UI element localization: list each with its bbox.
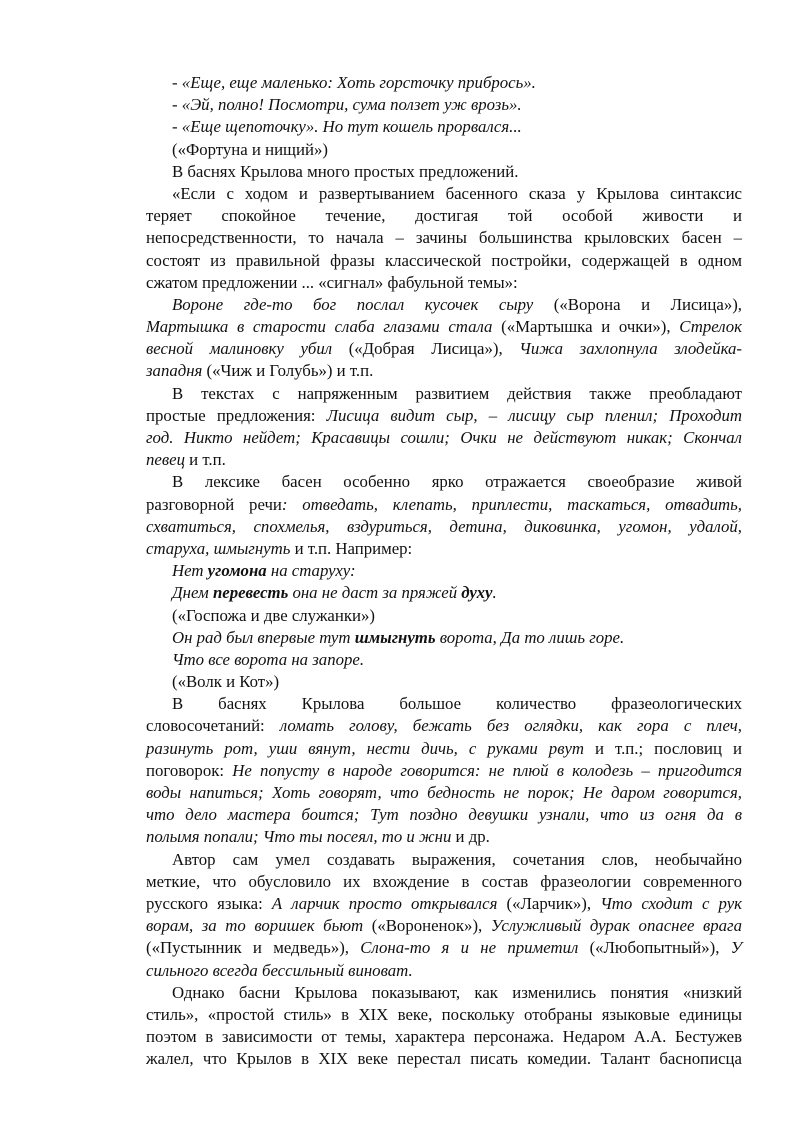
text-line: [146, 227, 742, 249]
text-run: («Добрая Лисица»),: [332, 339, 520, 359]
text-run: Автор сам умел создавать выражения, сочетания слов, необычайно: [172, 849, 742, 869]
text-line: [146, 116, 742, 138]
text-run: («Мартышка и очки»),: [492, 317, 680, 337]
document-page: [146, 72, 742, 1070]
text-run: -: [172, 73, 182, 92]
italic-text: ломать голову, бежать без оглядки, как гора с плеч,: [279, 716, 742, 736]
text-run: поговорок:: [146, 760, 233, 780]
text-line: [146, 871, 742, 893]
italic-text: [461, 583, 492, 602]
italic-text: Лисица видит сыр, – лисицу сыр пленил; Проходит: [326, 405, 742, 425]
text-run: -: [172, 117, 182, 137]
text-line: [146, 516, 742, 538]
text-run: Однако басни Крылова показывают, как изменились понятия «низкий: [172, 982, 742, 1002]
italic-text: Нет: [172, 561, 208, 581]
italic-text: старуха, шмыгнуть: [146, 538, 291, 558]
text-run: состоят из правильной фразы классической постройки, содержащей в одном: [146, 250, 742, 270]
italic-text: год. Никто нейдет; Красавицы сошли; Очки не действуют никак; Скончал: [146, 428, 742, 447]
text-line: [146, 960, 742, 982]
text-run: -: [172, 95, 182, 115]
text-line: [146, 427, 742, 449]
bold-italic-text: шмыгнуть: [354, 627, 436, 647]
italic-text: весной малиновку убил: [146, 339, 333, 359]
text-line: [146, 782, 742, 804]
text-run: меткие, что обусловило их вхождение в состав фразеологии современного: [146, 871, 742, 891]
text-run: («Ворона и Лисица»),: [533, 294, 742, 314]
text-line: [146, 72, 742, 94]
text-line: [146, 139, 742, 161]
text-run: («Вороненок»),: [363, 916, 491, 936]
text-line: [146, 538, 742, 560]
text-run: стиль», «простой стиль» в XIX веке, поскольку отобраны языковые единицы: [146, 1004, 742, 1024]
text-run: русского языка:: [146, 893, 272, 913]
text-line: [146, 826, 742, 848]
text-run: поэтом в зависимости от темы, характера персонажа. Недаром А.А. Бестужев: [146, 1027, 742, 1047]
text-run: жалел, что Крылов в XIX веке перестал писать комедии. Талант баснописца: [146, 1049, 742, 1069]
bold-italic-text: угомона: [207, 561, 267, 581]
italic-text: певец: [146, 450, 185, 470]
italic-text: А ларчик просто открывался: [271, 893, 498, 913]
text-line: [146, 649, 742, 671]
italic-text: полымя попали; Что ты посеял, то и жни: [146, 827, 452, 847]
text-run: теряет спокойное течение, достигая той особой живости и: [146, 206, 742, 226]
text-run: В лексике басен особенно ярко отражается своеобразие живой: [172, 472, 742, 492]
text-line: [146, 383, 742, 405]
text-run: («Волк и Кот»): [172, 672, 280, 692]
italic-text: У: [730, 938, 742, 958]
text-line: [146, 605, 742, 627]
text-run: и т.п.: [184, 450, 226, 470]
italic-text: ворам, за то воришек бьют: [146, 916, 364, 936]
text-run: («Ларчик»),: [497, 893, 601, 913]
text-line: [146, 250, 742, 272]
text-line: [146, 804, 742, 826]
italic-text: Что сходит с рук: [600, 893, 742, 913]
text-line: [146, 494, 742, 516]
italic-text: западня: [146, 361, 203, 381]
italic-text: сильного всегда бессильный виноват.: [146, 960, 413, 980]
text-line: [146, 294, 742, 316]
text-run: словосочетаний:: [146, 716, 280, 736]
text-run: и т.п. Например:: [290, 538, 413, 558]
text-line: [146, 693, 742, 715]
italic-text: Вороне где-то бог послал кусочек сыру: [172, 294, 534, 314]
text-line: [146, 582, 742, 604]
italic-text: разинуть рот, уши вянут, нести дичь, с руками рвут: [146, 738, 585, 758]
text-line: [146, 738, 742, 760]
text-line: [146, 94, 742, 116]
text-run: разговорной речи: [146, 494, 282, 514]
text-line: [146, 471, 742, 493]
text-run: («Пустынник и медведь»),: [146, 938, 361, 958]
text-line: [146, 405, 742, 427]
text-run: простые предложения:: [146, 405, 327, 425]
text-line: [146, 915, 742, 937]
text-line: [146, 1048, 742, 1070]
bold-italic-text: духу: [461, 583, 493, 603]
text-run: В баснях Крылова большое количество фразеологических: [172, 694, 742, 714]
italic-text: [355, 628, 436, 647]
italic-text: Что все ворота на запоре.: [172, 649, 365, 669]
text-line: [146, 893, 742, 915]
text-run: и т.п.; пословиц и: [584, 738, 742, 758]
text-line: [146, 627, 742, 649]
text-line: [146, 205, 742, 227]
text-run: («Госпожа и две служанки»): [172, 605, 375, 625]
text-run: («Чиж и Голубь») и т.п.: [202, 361, 374, 381]
italic-text: что дело мастера боится; Тут поздно девушки узнали, что из огня да в: [146, 805, 742, 825]
italic-text: Услужливый дурак опаснее врага: [490, 916, 742, 936]
italic-text: Он рад был впервые тут: [172, 627, 355, 647]
text-line: [146, 671, 742, 693]
text-line: [146, 272, 742, 294]
italic-text: Не попусту в народе говорится: не плюй в колодезь – пригодится: [232, 760, 743, 780]
text-run: и др.: [451, 827, 490, 847]
italic-text: [213, 583, 288, 602]
italic-text: Слона-то я и не приметил: [360, 938, 579, 958]
text-line: [146, 1004, 742, 1026]
text-run: сжатом предложении ... «сигнал» фабульной темы»:: [146, 272, 518, 292]
italic-text: Мартышка в старости слаба глазами стала: [146, 317, 493, 337]
text-line: [146, 1026, 742, 1048]
italic-text: Днем: [172, 583, 213, 603]
italic-text: «Эй, полно! Посмотри, сума ползет уж врозь».: [181, 95, 522, 115]
text-line: [146, 161, 742, 183]
italic-text: [208, 561, 267, 580]
text-line: [146, 937, 742, 959]
bold-italic-text: перевесть: [212, 583, 289, 603]
italic-text: «Еще щепоточку». Но тут кошель прорвался...: [181, 117, 522, 137]
italic-text: Чижа захлопнула злодейка-: [519, 339, 742, 359]
text-line: [146, 760, 742, 782]
text-line: [146, 560, 742, 582]
text-run: («Фортуна и нищий»): [172, 139, 328, 159]
text-line: [146, 183, 742, 205]
text-run: В текстах с напряженным развитием действия также преобладают: [172, 383, 742, 403]
text-run: («Любопытный»),: [578, 938, 731, 958]
text-line: [146, 715, 742, 737]
text-line: [146, 849, 742, 871]
text-run: В баснях Крылова много простых предложений.: [172, 161, 519, 181]
italic-text: .: [492, 583, 497, 603]
text-line: [146, 360, 742, 382]
italic-text: «Еще, еще маленько: Хоть горсточку прибрось».: [181, 73, 536, 92]
text-line: [146, 316, 742, 338]
text-line: [146, 449, 742, 471]
text-line: [146, 982, 742, 1004]
italic-text: на старуху:: [266, 561, 356, 581]
italic-text: она не даст за пряжей: [288, 583, 462, 603]
italic-text: : отведать, клепать, приплести, таскаться, отвадить,: [281, 494, 742, 514]
italic-text: схватиться, спохмелья, вздуриться, детина, диковинка, угомон, удалой,: [146, 516, 742, 536]
italic-text: Стрелок: [679, 317, 742, 337]
text-run: «Если с ходом и развертыванием басенного сказа у Крылова синтаксис: [172, 183, 742, 203]
text-run: непосредственности, то начала – зачины большинства крыловских басен –: [146, 228, 742, 248]
text-line: [146, 338, 742, 360]
italic-text: воды напиться; Хоть говорят, что бедность не порок; Не даром говорится,: [146, 783, 742, 802]
italic-text: ворота, Да то лишь горе.: [435, 627, 625, 647]
